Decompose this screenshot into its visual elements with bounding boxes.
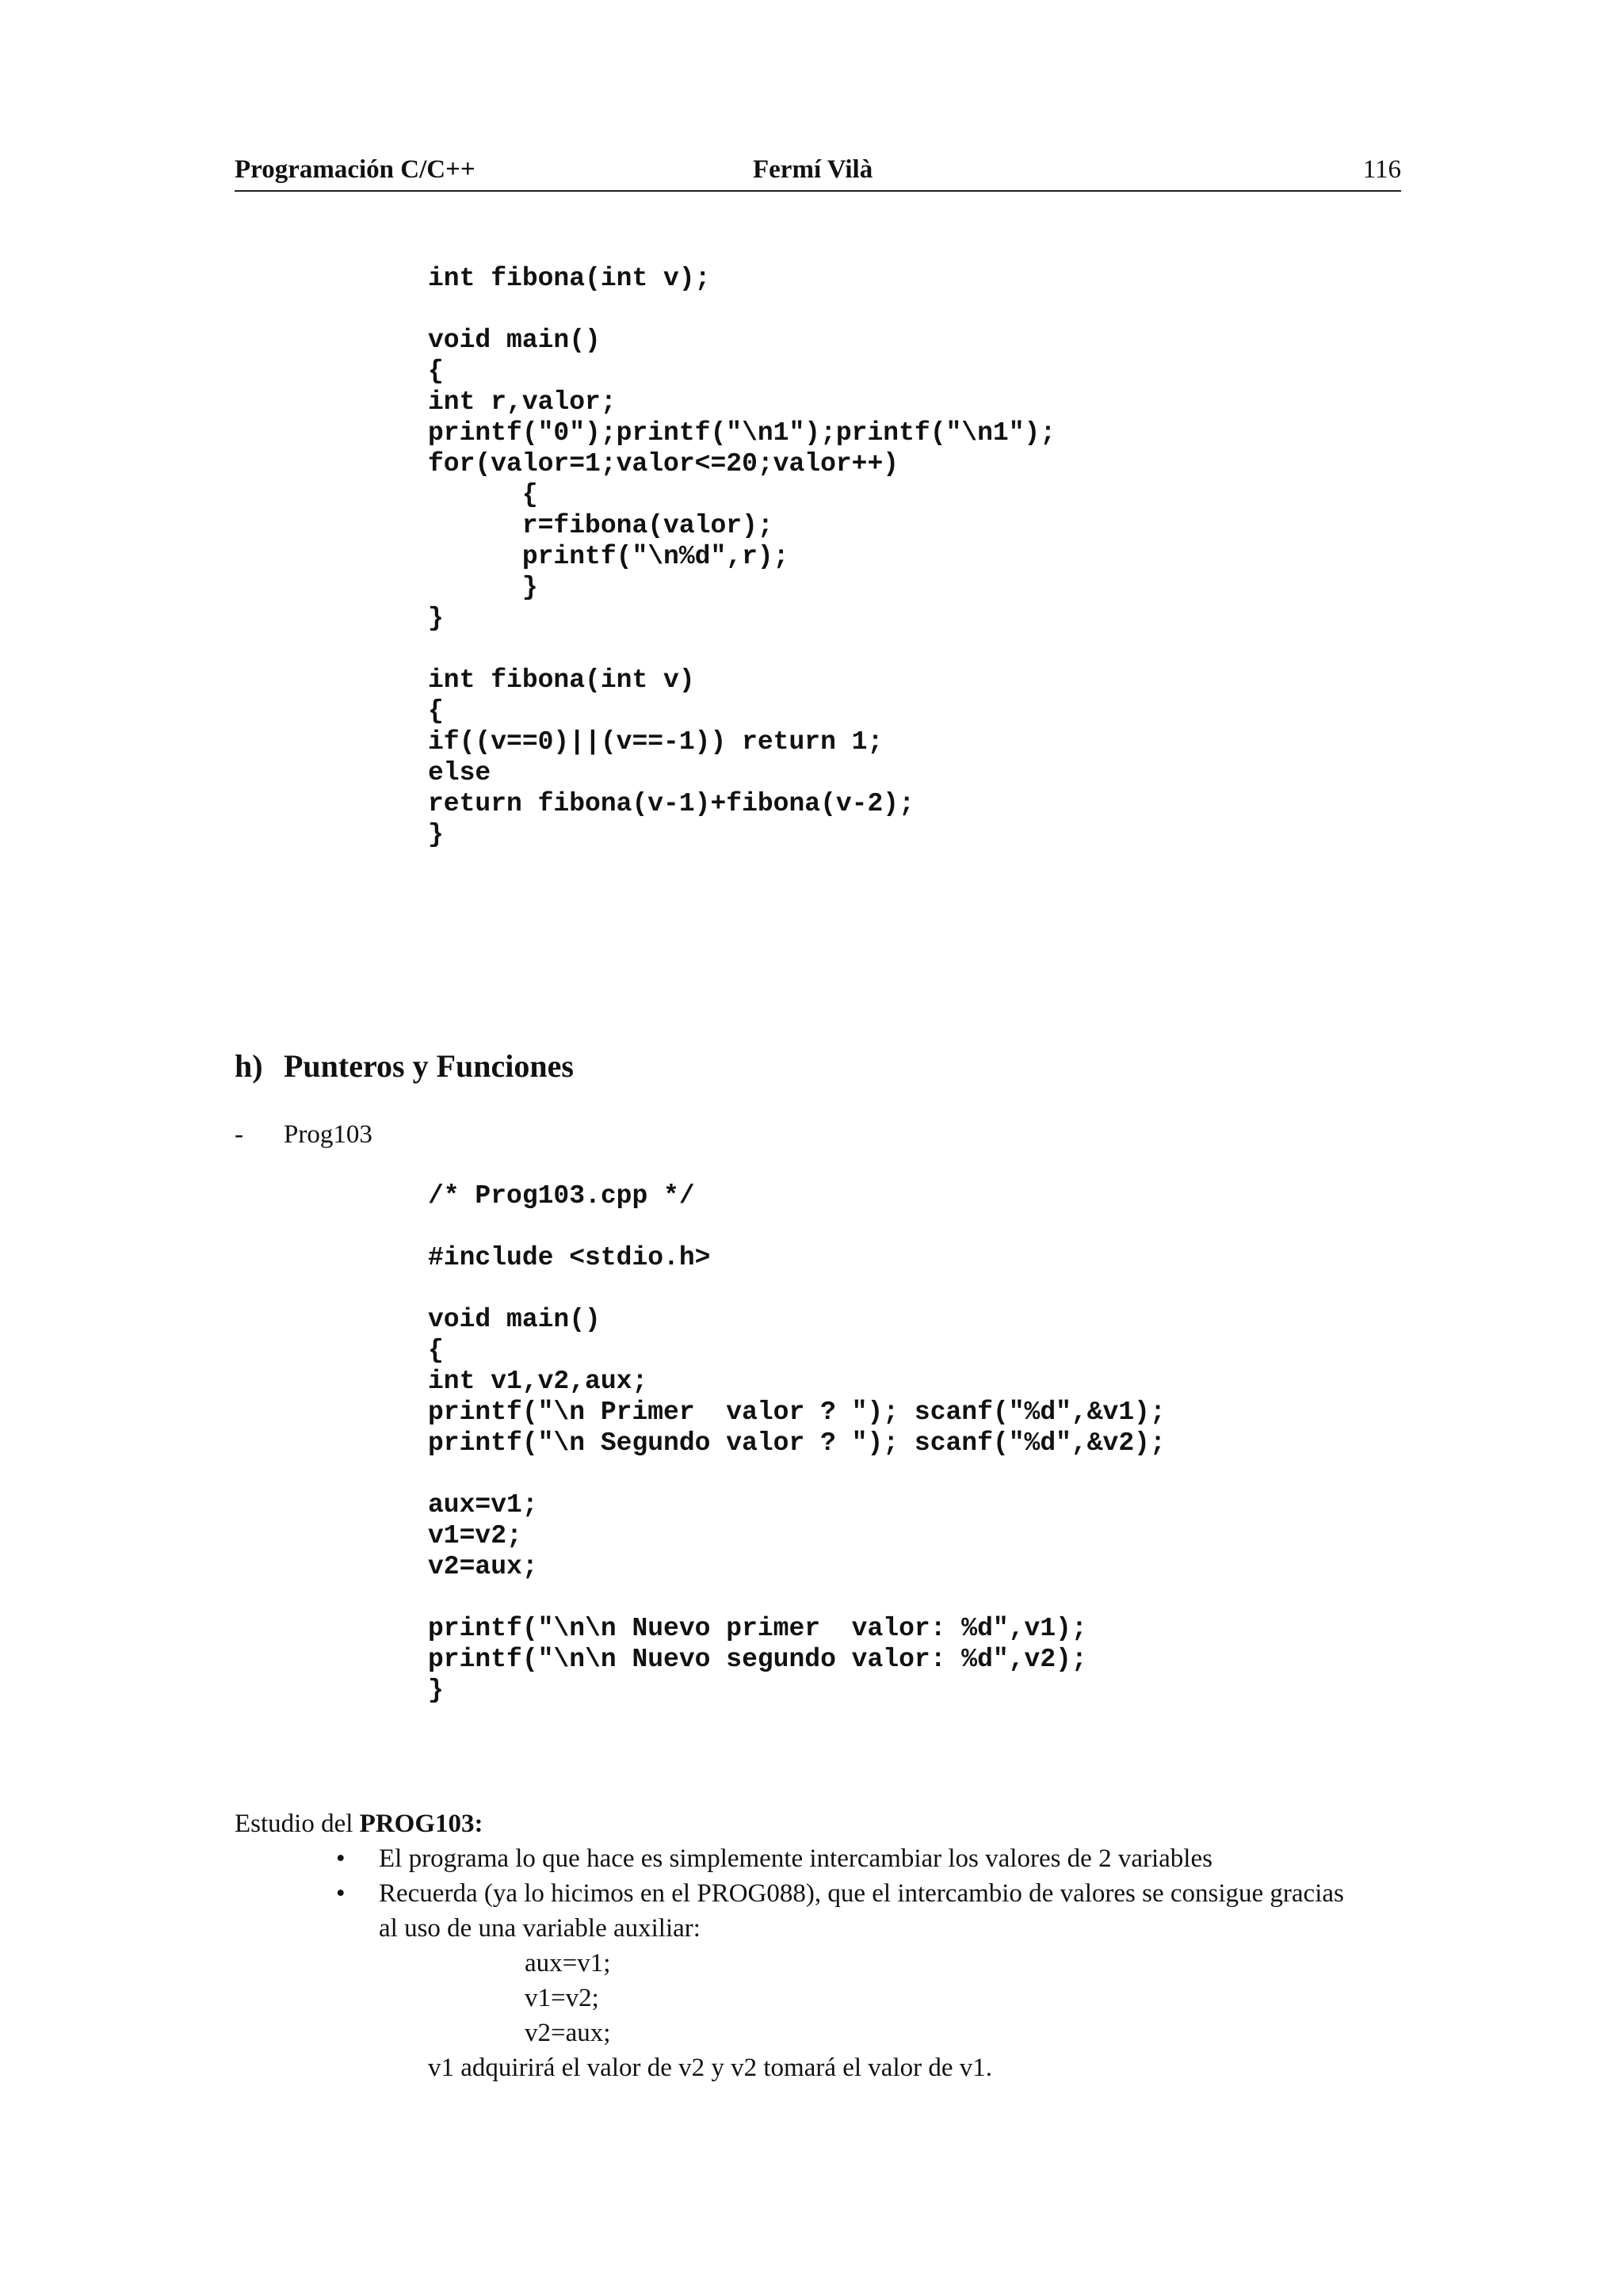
code-line: { [428, 1336, 444, 1365]
code-block-fibonacci [428, 263, 1056, 850]
bullet-icon: • [336, 1844, 346, 1873]
code-line: int fibona(int v) [428, 666, 695, 695]
code-line: for(valor=1;valor<=20;valor++) [428, 449, 899, 479]
code-line: int fibona(int v); [428, 264, 711, 293]
code-line [428, 1211, 1166, 1242]
code-line: return fibona(v-1)+fibona(v-2); [428, 789, 915, 818]
code-line: } [428, 604, 444, 633]
study-code-line: v1=v2; [525, 1984, 599, 2012]
code-line: int v1,v2,aux; [428, 1367, 648, 1396]
study-intro [235, 1806, 1407, 1841]
study-section [235, 1806, 1407, 2085]
program-name: Prog103 [284, 1120, 372, 1149]
code-line: void main() [428, 326, 601, 355]
code-line: v2=aux; [428, 1552, 538, 1581]
code-line [428, 1582, 1166, 1613]
section-title-text: Punteros y Funciones [284, 1048, 574, 1084]
dash-bullet: - [235, 1120, 243, 1149]
code-line: printf("\n\n Nuevo primer valor: %d",v1); [428, 1614, 1087, 1643]
code-line: } [428, 1676, 444, 1705]
page-header [235, 155, 1401, 192]
bullet-text: Recuerda (ya lo hicimos en el PROG088), que el intercambio de valores se consigue gracias [379, 1879, 1344, 1908]
code-line: { [428, 480, 538, 509]
study-intro-text: Estudio del [235, 1810, 360, 1838]
study-code-line: aux=v1; [525, 1949, 611, 1978]
code-line: /* Prog103.cpp */ [428, 1181, 695, 1211]
header-book-title: Programación C/C++ [235, 155, 475, 184]
code-line [428, 1459, 1166, 1489]
study-conclusion: v1 adquirirá el valor de v2 y v2 tomará el valor de v1. [428, 2054, 993, 2082]
code-line: printf("\n%d",r); [428, 542, 789, 571]
study-code-line: v2=aux; [525, 2019, 611, 2047]
study-program-name: PROG103: [359, 1810, 483, 1838]
bullet-icon: • [336, 1879, 346, 1908]
list-item [235, 1876, 1407, 1946]
code-line: { [428, 696, 444, 726]
code-line: } [428, 820, 444, 849]
header-author: Fermí Vilà [753, 155, 873, 184]
page-number: 116 [1362, 155, 1401, 184]
code-line [428, 1273, 1166, 1304]
code-line: printf("0");printf("\n1");printf("\n1"); [428, 418, 1056, 448]
code-line: if((v==0)||(v==-1)) return 1; [428, 727, 884, 757]
code-block-prog103 [428, 1180, 1166, 1706]
code-line: printf("\n Primer valor ? "); scanf("%d",&v1); [428, 1398, 1166, 1427]
section-heading [235, 1047, 574, 1085]
code-line: printf("\n\n Nuevo segundo valor: %d",v2); [428, 1645, 1087, 1674]
program-item [235, 1120, 372, 1150]
code-line: else [428, 758, 491, 788]
code-line: r=fibona(valor); [428, 511, 773, 540]
code-line: int r,valor; [428, 387, 617, 417]
code-line: #include <stdio.h> [428, 1243, 711, 1272]
code-line: } [428, 573, 538, 602]
code-line: v1=v2; [428, 1521, 522, 1550]
bullet-text-continued: al uso de una variable auxiliar: [379, 1914, 701, 1943]
section-letter: h) [235, 1048, 263, 1084]
study-bullet-list [235, 1841, 1407, 1946]
code-line: void main() [428, 1305, 601, 1334]
code-line [428, 634, 1056, 665]
bullet-text: El programa lo que hace es simplemente intercambiar los valores de 2 variables [379, 1844, 1212, 1873]
code-line: aux=v1; [428, 1490, 538, 1520]
list-item [235, 1841, 1407, 1876]
code-line: { [428, 357, 444, 386]
code-line: printf("\n Segundo valor ? "); scanf("%d",&v2); [428, 1428, 1166, 1458]
code-line [428, 294, 1056, 325]
